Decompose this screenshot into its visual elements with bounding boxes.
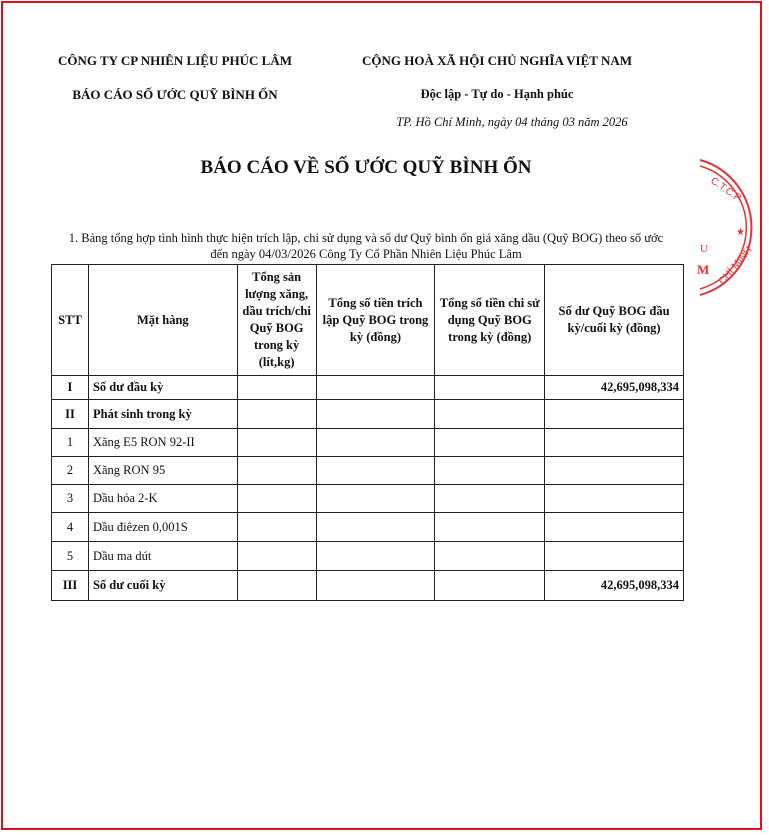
cell-item: Xăng RON 95: [88, 457, 237, 485]
cell-stt: 4: [52, 513, 89, 542]
table-header-row: [52, 265, 684, 376]
motto: Độc lập - Tự do - Hạnh phúc: [420, 87, 574, 101]
table-row: [52, 571, 684, 601]
nation-name: CỘNG HOÀ XÃ HỘI CHỦ NGHĨA VIỆT NAM: [361, 53, 633, 68]
cell-item: Dầu điêzen 0,001S: [88, 513, 237, 542]
cell-used: [435, 457, 545, 485]
cell-item: Số dư đầu kỳ: [88, 376, 237, 400]
cell-item: Dầu hỏa 2-K: [88, 485, 237, 513]
report-subtitle: BÁO CÁO SỐ ƯỚC QUỸ BÌNH ỔN: [72, 87, 278, 102]
cell-stt: 2: [52, 457, 89, 485]
cell-used: [435, 376, 545, 400]
cell-volume: [237, 457, 316, 485]
cell-accrued: [316, 571, 435, 601]
cell-accrued: [316, 485, 435, 513]
cell-item: Phát sinh trong kỳ: [88, 400, 237, 429]
col-header: Tổng sản lượng xăng, dầu trích/chi Quỹ BOG trong kỳ (lít,kg): [237, 265, 316, 376]
table-row: [52, 542, 684, 571]
cell-stt: III: [52, 571, 89, 601]
cell-balance: [545, 457, 684, 485]
svg-text:M: M: [697, 262, 710, 277]
table-row: [52, 457, 684, 485]
page-title: BÁO CÁO VỀ SỐ ƯỚC QUỸ BÌNH ỔN: [200, 157, 532, 178]
intro-line-1: 1. Bảng tổng hợp tình hình thực hiện trích lập, chi sử dụng và số dư Quỹ bình ổn giá xăng dầu (Quỹ BOG) theo số ước: [68, 231, 664, 245]
cell-stt: 3: [52, 485, 89, 513]
cell-stt: II: [52, 400, 89, 429]
table-row: [52, 485, 684, 513]
company-name: CÔNG TY CP NHIÊN LIỆU PHÚC LÂM: [57, 53, 293, 68]
svg-text:U: U: [700, 243, 708, 255]
table-row: [52, 400, 684, 429]
col-header: Tổng số tiền chi sử dụng Quỹ BOG trong kỳ (đồng): [435, 265, 545, 376]
cell-used: [435, 571, 545, 601]
cell-volume: [237, 542, 316, 571]
company-stamp: [640, 150, 760, 300]
cell-balance: [545, 400, 684, 429]
cell-volume: [237, 513, 316, 542]
cell-accrued: [316, 457, 435, 485]
cell-volume: [237, 571, 316, 601]
cell-item: Số dư cuối kỳ: [88, 571, 237, 601]
cell-balance: 42,695,098,334: [545, 571, 684, 601]
cell-used: [435, 400, 545, 429]
cell-accrued: [316, 400, 435, 429]
cell-balance: [545, 429, 684, 457]
cell-stt: 1: [52, 429, 89, 457]
cell-volume: [237, 429, 316, 457]
cell-used: [435, 429, 545, 457]
svg-text:CHÍ MINH: CHÍ MINH: [716, 244, 755, 287]
cell-accrued: [316, 542, 435, 571]
cell-used: [435, 513, 545, 542]
cell-stt: I: [52, 376, 89, 400]
cell-volume: [237, 400, 316, 429]
cell-accrued: [316, 376, 435, 400]
intro-line-2: đến ngày 04/03/2026 Công Ty Cổ Phần Nhiên Liệu Phúc Lâm: [210, 247, 522, 261]
col-header: Mặt hàng: [88, 265, 237, 376]
table-row: [52, 513, 684, 542]
table-row: [52, 429, 684, 457]
cell-item: Xăng E5 RON 92-II: [88, 429, 237, 457]
bog-table: [51, 264, 684, 601]
cell-balance: [545, 485, 684, 513]
cell-stt: 5: [52, 542, 89, 571]
cell-balance: [545, 513, 684, 542]
svg-text:★: ★: [736, 227, 745, 238]
table-row: [52, 376, 684, 400]
cell-volume: [237, 485, 316, 513]
cell-used: [435, 542, 545, 571]
col-header: Tổng số tiền trích lập Quỹ BOG trong kỳ (đồng): [316, 265, 435, 376]
cell-balance: 42,695,098,334: [545, 376, 684, 400]
cell-volume: [237, 376, 316, 400]
svg-text:C.T.C.P: C.T.C.P: [708, 175, 743, 205]
cell-accrued: [316, 429, 435, 457]
cell-item: Dầu ma dút: [88, 542, 237, 571]
cell-balance: [545, 542, 684, 571]
col-header: STT: [52, 265, 89, 376]
cell-accrued: [316, 513, 435, 542]
cell-used: [435, 485, 545, 513]
col-header: Số dư Quỹ BOG đầu kỳ/cuối kỳ (đồng): [545, 265, 684, 376]
place-date: TP. Hồ Chí Minh, ngày 04 tháng 03 năm 2026: [396, 115, 628, 129]
